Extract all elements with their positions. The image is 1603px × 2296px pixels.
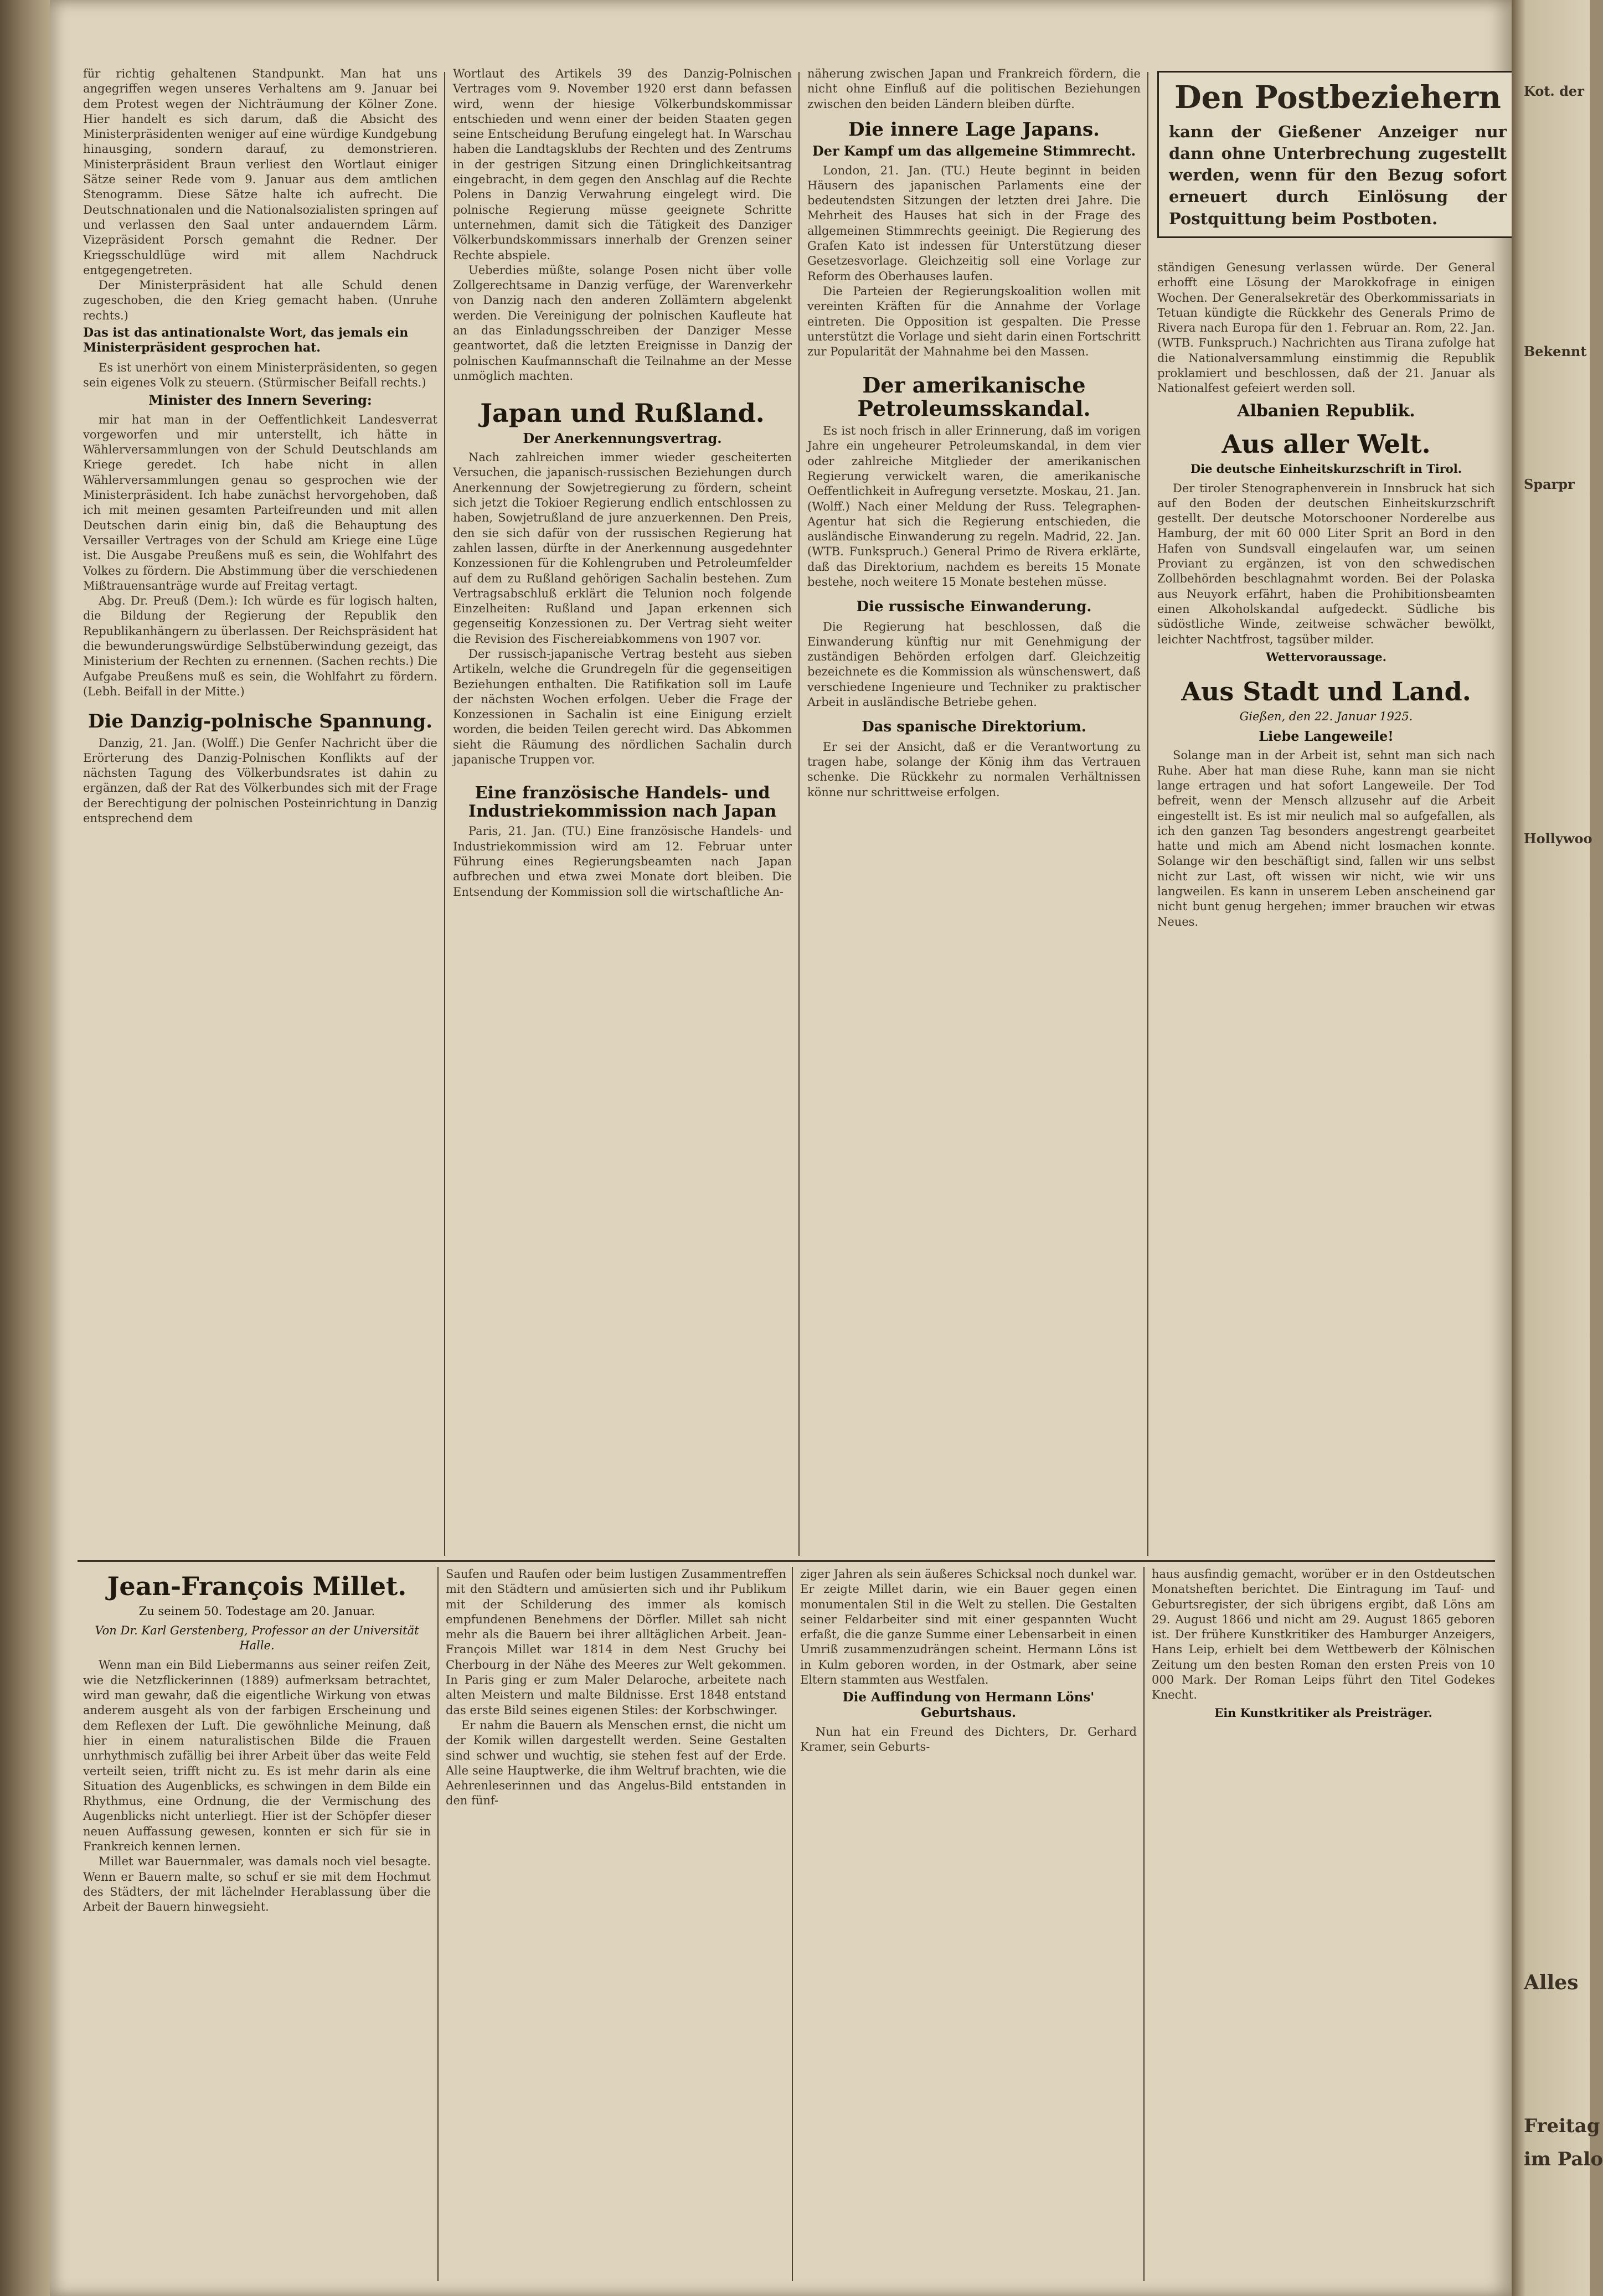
feuilleton-col-1 — [83, 1567, 431, 2276]
article-text: näherung zwischen Japan und Frankreich fördern, die nicht ohne Einfluß auf die politischen Beziehungen zwischen den beiden Ländern bleiben dürfte. — [807, 67, 1141, 111]
article-text: Ueberdies müßte, solange Posen nicht über volle Zollgerechtsame in Danzig verfüge, der Warenverkehr von Danzig nach den anderen Zollämtern abgelenkt werden. Die Vereinigung der polnischen Kaufleute hat an das Einladungsschreiben der Danziger Messe geantwortet, daß die letzten Ereignisse in Danzig der polnischen Kaufmannschaft die Teilnahme an der Messe unmöglich machten. — [453, 263, 792, 383]
wetter-subhead: Wettervoraussage. — [1266, 649, 1386, 664]
article-text: London, 21. Jan. (TU.) Heute beginnt in beiden Häusern des japanischen Parlaments eine der bedeutendsten Sitzungen der letzten drei Jahre. Die Mehrheit des Hauses hat sich in der Frage des allgemeinen Stimmrechts geeinigt. Die Regierung des Grafen Kato ist indessen für Unterstützung dieser Gesetzesvorlage. Gleichzeitig soll eine Vorlage zur Reform des Oberhauses laufen. — [807, 163, 1141, 283]
article-text: Nach zahlreichen immer wieder gescheiterten Versuchen, die japanisch-russischen Beziehungen durch Anerkennung der Sowjetregierung zu fördern, scheint sich jetzt die Tokioer Regierung endlich entschlossen zu haben, Sowjetrußland de jure anzuerkennen. Den Preis, den sie sich dafür von der russischen Regierung hat zahlen lassen, dürfte in der Anerkennung ausgedehnter Konzessionen für die Kohlengruben und Petroleumfelder auf dem zu Rußland gehörigen Sachalin bestehen. Zum Vertragsabschluß erklärt die Telunion noch folgende Einzelheiten: Rußland und Japan erkennen sich gegenseitig Konzessionen zu. Der Vertrag sieht weiter die Revision des Fischereiabkommens von 1907 vor. — [453, 451, 792, 646]
article-text: ziger Jahren als sein äußeres Schicksal noch dunkel war. Er zeigte Millet darin, wie ein Bauer gegen einen monumentalen Stil in die Welt zu stellen. Die Gestalten seiner Feldarbeiter sind mit einer gespannten Wucht erfaßt, die die ganze Summe einer Lebensarbeit in einen Umriß zusammenzudrängen scheint. Hermann Löns ist in Kulm geboren worden, in der Ostmark, aber seine Eltern stammten aus Westfalen. — [800, 1567, 1137, 1687]
book-binding — [0, 0, 50, 2296]
minister-subhead: Minister des Innern Severing: — [148, 392, 372, 409]
petroleum-headline: Der amerikanische Petroleumsskandal. — [857, 373, 1091, 421]
column-rule — [1143, 1567, 1145, 2281]
article-text: Er sei der Ansicht, daß er die Verantwortung zu tragen habe, solange der König ihm das Vertrauen schenke. Die Rückkehr zu normalen Verhältnissen könne nur schrittweise erfolgen. — [807, 740, 1141, 799]
millet-author: Von Dr. Karl Gerstenberg, Professor an der Universität Halle. — [95, 1623, 419, 1653]
article-text: Nun hat ein Freund des Dichters, Dr. Gerhard Kramer, sein Geburts- — [800, 1725, 1137, 1754]
article-text: Abg. Dr. Preuß (Dem.): Ich würde es für logisch halten, die Bildung der Regierung der Republik den Republikanhängern zu überlassen. Der Reichspräsident hat die bewunderungswürdige Selbstüberwindung gezeigt, das Ministerium der Rechten zu ernennen. (Sachen rechts.) Die Aufgabe Preußens muß es sein, die Wohlfahrt zu fördern. (Lebh. Beifall in der Mitte.) — [83, 594, 437, 698]
adjacent-text: im Palo — [1524, 2148, 1603, 2170]
innere-lage-subhead: Der Kampf um das allgemeine Stimmrecht. — [812, 143, 1136, 159]
column-rule — [798, 72, 800, 1556]
adjacent-text: Sparpr — [1524, 476, 1575, 492]
article-text: Der tiroler Stenographenverein in Innsbruck hat sich auf den Boden der deutschen Einheitskurzschrift gestellt. Der deutsche Motorschooner Norderelbe aus Hamburg, der mit 60 000 Liter Sprit an Bord in den Hafen von Sundsvall eingelaufen war, um seinen Proviant zu ergänzen, ist von den schwedischen Zollbehörden beschlagnahmt worden. Bei der Polaska aus Neuyork erfährt, haben die Prohibitionsbeamten einen Alkoholskandal aufgedeckt. Südliche bis südöstliche Winde, zeitweise schwächer bewölkt, leichter Nachtfrost, tagsüber milder. — [1157, 481, 1495, 646]
column-rule — [792, 1567, 793, 2281]
article-text: Paris, 21. Jan. (TU.) Eine französische Handels- und Industriekommission wird am 12. Februar unter Führung eines Regierungsbeamten nach Japan aufbrechen und etwa zwei Monate dort bleiben. Die Entsendung der Kommission soll die wirtschaftliche An- — [453, 824, 792, 899]
article-text: Die Parteien der Regierungskoalition wollen mit vereinten Kräften für die Annahme der Vorlage eintreten. Die Opposition ist gespalten. Die Presse unterstützt die Vorlage und sieht darin einen Fortschritt zur Popularität der Mahnahme bei den Massen. — [807, 284, 1141, 359]
feuilleton-col-4 — [1152, 1567, 1495, 2276]
adjacent-text: Hollywoo — [1524, 830, 1592, 847]
section-subhead: Das ist das antinationalste Wort, das jemals ein Ministerpräsident gesprochen hat. — [83, 326, 409, 355]
adjacent-page-edge — [1512, 0, 1603, 2296]
column-rule — [437, 1567, 439, 2281]
article-text: Wenn man ein Bild Liebermanns aus seiner reifen Zeit, wie die Netzflickerinnen (1889) aufmerksam betrachtet, wird man gewahr, daß die eigentliche Wirkung von etwas anderem ausgeht als von der farbigen Erscheinung und dem Reflexen der Luft. Die gewöhnliche Meinung, daß hier in einem naturalistischen Bilde die Frauen unrhythmisch zufällig bei ihrer Arbeit über das weite Feld verteilt seien, trifft nicht zu. Es ist mehr darin als eine Situation des Augenblicks, es schwingen in dem Bilde ein Rhythmus, eine Ordnung, die der Vermischung des Augenblicks nicht unterliegt. Hier ist der Schöpfer dieser neuen Auffassung gewesen, konnten er sich für sie in Frankreich kennen lernen. — [83, 1658, 431, 1854]
langeweile-headline: Liebe Langeweile! — [1259, 728, 1394, 745]
article-text: Wortlaut des Artikels 39 des Danzig-Polnischen Vertrages vom 9. November 1920 erst dann befassen wird, wenn der hiesige Völkerbundskommissar entschieden und wenn einer der beiden Staaten gegen seine Entscheidung Berufung eingelegt hat. In Warschau haben die Landtagsklubs der Rechten und des Zentrums in der gestrigen Sitzung einen Dringlichkeitsantrag eingebracht, in dem gegen den Anschlag auf die Rechte Polens in Danzig Verwahrung eingelegt wird. Die polnische Regierung müsse geeignete Schritte unternehmen, damit sich die Tätigkeit des Danziger Völkerbundskommissars innerhalb der Grenzen seiner Rechte abspiele. — [453, 67, 792, 262]
adjacent-text: Bekennt — [1524, 343, 1587, 359]
article-text: mir hat man in der Oeffentlichkeit Landesverrat vorgeworfen und mir unterstellt, ich hätte in Wählerversammlungen von der Schuld Deutschlands am Kriege geredet. Ich habe nicht in allen Wählerversammlungen genau so gesprochen wie der Ministerpräsident. Ich habe zunächst hervorgehoben, daß ich mit meinen gesamten Parteifreunden und mit allen Deutschen darin einig bin, daß die Behauptung des Versailler Vertrages von der Schuld am Kriege eine Lüge ist. Die Ausgabe Preußens muß es sein, die Wohlfahrt des Volkes zu fördern. Die Abstimmung über die verschiedenen Mißtrauensanträge wurde auf Freitag vertagt. — [83, 412, 437, 592]
article-text: ständigen Genesung verlassen würde. Der General erhofft eine Lösung der Marokkofrage in einigen Wochen. Der Generalsekretär des Oberkommissariats in Tetuan kündigte die Rückkehr des Generals Primo de Rivera nach Europa für den 1. Februar an. Rom, 22. Jan. (WTB. Funkspruch.) Nachrichten aus Tirana zufolge hat die Nationalversammlung einstimmig die Republik proklamiert und beschlossen, daß der 21. Januar als Nationalfest gefeiert werden soll. — [1157, 261, 1495, 395]
feuilleton-rule — [78, 1560, 1495, 1562]
article-text: für richtig gehaltenen Standpunkt. Man hat uns angegriffen wegen unseres Verhaltens am 9. Januar bei dem Protest wegen der Nichträumung der Kölner Zone. Hier handelt es sich darum, daß die Absicht des Ministerpräsidenten weniger auf eine würdige Kundgebung hinausging, sondern darauf, zu demonstrieren. Ministerpräsident Braun verliest den Wortlaut einiger Sätze seiner Rede vom 9. Januar aus dem amtlichen Stenogramm. Diese Sätze halte ich aufrecht. Die Deutschnationalen und die Nationalsozialisten springen auf und verlassen den Saal unter andauerndem Lärm. Vizepräsident Porsch gemahnt die Redner. Der Kriegsschuldlüge wird mit allem Nachdruck entgegengetreten. — [83, 67, 437, 277]
aus-aller-welt-headline: Aus aller Welt. — [1221, 429, 1431, 459]
adjacent-text: Freitag — [1524, 2115, 1600, 2137]
notice-title: Den Postbeziehern — [1174, 79, 1501, 116]
einheitskurzschrift-subhead: Die deutsche Einheitskurzschrift in Tirol. — [1190, 462, 1462, 476]
feuilleton-col-2 — [446, 1567, 786, 2276]
notice-body: kann der Gießener Anzeiger nur dann ohne Unterbrechung zugestellt werden, wenn für den Bezug sofort erneuert durch Einlösung der Postquittung beim Postboten. — [1169, 122, 1507, 228]
newspaper-page — [50, 0, 1512, 2296]
adjacent-text: Kot. der — [1524, 83, 1584, 99]
albanien-headline: Albanien Republik. — [1237, 401, 1415, 421]
column-rule — [1147, 72, 1148, 1556]
article-text: Saufen und Raufen oder beim lustigen Zusammentreffen mit den Städtern und amüsierten sich und ihr Publikum mit der Schilderung des immer als komisch empfundenen Benehmens der Dörfler. Millet sah nicht mehr als die Bauern bei ihrer alltäglichen Arbeit. Jean-François Millet war 1814 in dem Nest Gruchy bei Cherbourg in der Nähe des Meeres zur Welt gekommen. In Paris ging er zum Maler Delaroche, arbeitete nach alten Meistern und malte Bildnisse. Erst 1848 entstand das erste Bild seines eigenen Stiles: der Korbschwinger. — [446, 1567, 786, 1717]
innere-lage-headline: Die innere Lage Japans. — [848, 118, 1100, 141]
danzig-headline: Die Danzig-polnische Spannung. — [87, 710, 433, 733]
japan-russland-subhead: Der Anerkennungsvertrag. — [523, 430, 722, 446]
stadt-land-headline: Aus Stadt und Land. — [1181, 677, 1471, 707]
article-text: Der Ministerpräsident hat alle Schuld denen zugeschoben, die den Krieg gemacht haben. (Unruhe rechts.) — [83, 278, 437, 322]
article-text: haus ausfindig gemacht, worüber er in den Ostdeutschen Monatsheften berichtet. Die Eintragung im Tauf- und Geburtsregister, der sich übrigens ergibt, daß Löns am 29. August 1866 und nicht am 29. August 1865 geboren ist. Der frühere Kunstkritiker des Hamburger Anzeigers, Hans Leip, erhielt bei dem Wettbewerb der Kölnischen Zeitung um den besten Roman den ersten Preis von 10 000 Mark. Der Roman Leips führt den Titel Godekes Knecht. — [1152, 1567, 1495, 1702]
article-text: Es ist unerhört von einem Ministerpräsidenten, so gegen sein eigenes Volk zu steuern. (Stürmischer Beifall rechts.) — [83, 360, 437, 389]
auffindung-headline: Die Auffindung von Hermann Löns' Geburtshaus. — [842, 1690, 1095, 1720]
article-text: Danzig, 21. Jan. (Wolff.) Die Genfer Nachricht über die Erörterung des Danzig-Polnischen Konflikts auf der nächsten Tagung des Völkerbundsrates ist dahin zu ergänzen, daß der Rat des Völkerbundes sich mit der Frage der Berechtigung der polnischen Posteinrichtung in Danzig entsprechend dem — [83, 736, 437, 825]
kommission-headline: Eine französische Handels- und Industriekommission nach Japan — [468, 783, 777, 822]
article-text: Millet war Bauernmaler, was damals noch viel besagte. Wenn er Bauern malte, so schuf er sie mit dem Hochmut des Städters, der mit lächelnder Herablassung über die Arbeit der Bauern hinwegsieht. — [83, 1855, 431, 1914]
direktorium-headline: Das spanische Direktorium. — [862, 719, 1086, 736]
article-text: Es ist noch frisch in aller Erinnerung, daß im vorigen Jahre ein ungeheurer Petroleumskandal, in dem vier oder zahlreiche Mitglieder der amerikanischen Regierung verwickelt waren, die amerikanische Oeffentlichkeit in Aufregung versetzte. Moskau, 21. Jan. (Wolff.) Nach einer Meldung der Russ. Telegraphen-Agentur hat sich die Regierung entschieden, die ausländische Einwanderung zu regeln. Madrid, 22. Jan. (WTB. Funkspruch.) General Primo de Rivera erklärte, daß das Direktorium, nachdem es bereits 15 Monate bestehe, noch weitere 15 Monate bestehen müsse. — [807, 424, 1141, 589]
column-2 — [453, 66, 792, 1556]
article-text: Er nahm die Bauern als Menschen ernst, die nicht um der Komik willen dargestellt werden. Seine Gestalten sind schwer und wuchtig, sie stehen fest auf der Erde. Alle seine Hauptwerke, die ihm Weltruf brachten, wie die Aehrenleserinnen und das Angelus-Bild entstanden in den fünf- — [446, 1718, 786, 1808]
column-4 — [1157, 260, 1495, 1556]
feuilleton-col-3 — [800, 1567, 1137, 2276]
japan-russland-headline: Japan und Rußland. — [480, 398, 765, 429]
column-rule — [444, 72, 445, 1556]
postbezieher-notice — [1157, 71, 1518, 238]
millet-headline: Jean-François Millet. — [107, 1571, 407, 1601]
column-3 — [807, 66, 1141, 1556]
millet-subtitle: Zu seinem 50. Todestage am 20. Januar. — [138, 1604, 375, 1618]
adjacent-text: Alles — [1524, 1971, 1579, 1994]
einwanderung-headline: Die russische Einwanderung. — [856, 598, 1092, 616]
column-1 — [83, 66, 437, 1556]
stadt-land-date: Gießen, den 22. Januar 1925. — [1239, 709, 1413, 723]
article-text: Solange man in der Arbeit ist, sehnt man sich nach Ruhe. Aber hat man diese Ruhe, kann man sie nicht lange ertragen und hat sofort Langeweile. Der Tod befreit, wenn der Mensch allzusehr auf die Arbeit eingestellt ist. Es ist mir neulich mal so aufgefallen, als ich den ganzen Tag besonders angestrengt gearbeitet hatte und mich am Abend nicht losmachen konnte. Solange wir den beschäftigt sind, fallen wir uns selbst nicht zur Last, oft wissen wir nicht, wie wir uns langweilen. Es kann in unserem Leben anscheinend gar nicht bunt genug hergehen; immer brauchen wir etwas Neues. — [1157, 749, 1495, 928]
article-text: Der russisch-japanische Vertrag besteht aus sieben Artikeln, welche die Grundregeln für die gegenseitigen Beziehungen enthalten. Die Ratifikation soll im Laufe der nächsten Wochen erfolgen. Ueber die Frage der Konzessionen in Sachalin ist eine Einigung erzielt worden, die beiden Teilen gerecht wird. Das Abkommen sieht die Räumung des nördlichen Sachalin durch japanische Truppen vor. — [453, 647, 792, 767]
kunstkritiker-subhead: Ein Kunstkritiker als Preisträger. — [1214, 1705, 1432, 1720]
article-text: Die Regierung hat beschlossen, daß die Einwanderung künftig nur mit Genehmigung der zuständigen Behörden erfolgen darf. Gleichzeitig bezeichnete es die Kommission als wünschenswert, daß verschiedene Ingenieure und Techniker zu praktischer Arbeit in ausländische Betriebe gehen. — [807, 620, 1141, 709]
